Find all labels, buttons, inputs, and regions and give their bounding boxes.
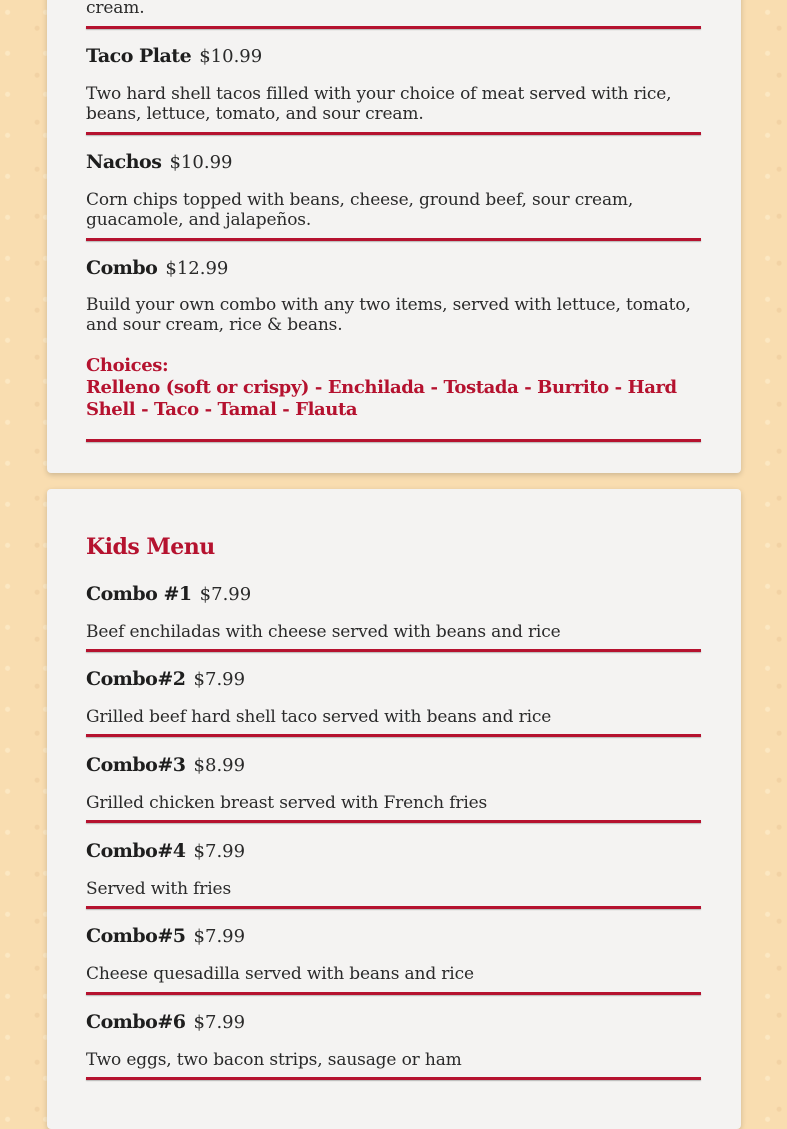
menu-item-name: Combo#6 <box>86 1011 186 1033</box>
section-title: Kids Menu <box>86 534 215 560</box>
item-divider <box>86 26 701 29</box>
menu-item-description: Build your own combo with any two items, served with lettuce, tomato, and sour cream, rice & beans. <box>86 295 691 335</box>
menu-item-title <box>86 667 701 692</box>
menu-item-name: Nachos <box>86 151 162 173</box>
menu-item-name: Combo#2 <box>86 668 186 690</box>
menu-item-price: $10.99 <box>169 152 233 173</box>
menu-item-title <box>86 1010 701 1035</box>
menu-item-price: $8.99 <box>193 755 246 776</box>
combo-choices <box>86 355 701 421</box>
menu-item-description: Corn chips topped with beans, cheese, ground beef, sour cream, guacamole, and jalapeños. <box>86 190 634 230</box>
menu-item-description: Beef enchiladas with cheese served with beans and rice <box>86 622 561 642</box>
menu-item-name: Combo#5 <box>86 925 186 947</box>
menu-item-name: Taco Plate <box>86 45 192 67</box>
item-divider <box>86 649 701 652</box>
menu-item-name: Combo #1 <box>86 583 192 605</box>
item-divider <box>86 1077 701 1080</box>
menu-item-description: Grilled chicken breast served with French fries <box>86 793 488 813</box>
choices-list: Relleno (soft or crispy) - Enchilada - Tostada - Burrito - Hard Shell - Taco - Tamal - Flauta <box>86 377 677 420</box>
item-divider <box>86 992 701 995</box>
menu-item-title <box>86 582 701 607</box>
menu-item-title <box>86 256 701 281</box>
menu-item-description: Grilled beef hard shell taco served with beans and rice <box>86 707 552 727</box>
menu-item-name: Combo#4 <box>86 840 186 862</box>
menu-item-description: Two eggs, two bacon strips, sausage or ham <box>86 1050 462 1070</box>
menu-item-title <box>86 839 701 864</box>
menu-item-description: Cheese quesadilla served with beans and rice <box>86 964 474 984</box>
item-divider <box>86 906 701 909</box>
menu-item-title <box>86 44 701 69</box>
item-divider <box>86 820 701 823</box>
menu-item-price: $7.99 <box>193 1012 246 1033</box>
item-divider <box>86 132 701 135</box>
item-divider <box>86 439 701 442</box>
menu-item-name: Combo#3 <box>86 754 186 776</box>
menu-item-name: Combo <box>86 257 158 279</box>
menu-item-description: Two hard shell tacos filled with your choice of meat served with rice, beans, lettuce, tomato, and sour cream. <box>86 84 672 124</box>
menu-item-title <box>86 753 701 778</box>
menu-item-title <box>86 150 701 175</box>
menu-item-price: $7.99 <box>193 669 246 690</box>
menu-item-price: $7.99 <box>193 926 246 947</box>
menu-item-price: $7.99 <box>193 841 246 862</box>
item-divider <box>86 734 701 737</box>
menu-item-description: cream. <box>86 0 145 18</box>
item-divider <box>86 238 701 241</box>
menu-item-price: $12.99 <box>165 258 229 279</box>
choices-label: Choices: <box>86 355 169 376</box>
menu-item-title <box>86 924 701 949</box>
menu-item-price: $7.99 <box>199 584 252 605</box>
menu-item-price: $10.99 <box>199 46 263 67</box>
menu-item-description: Served with fries <box>86 879 232 899</box>
